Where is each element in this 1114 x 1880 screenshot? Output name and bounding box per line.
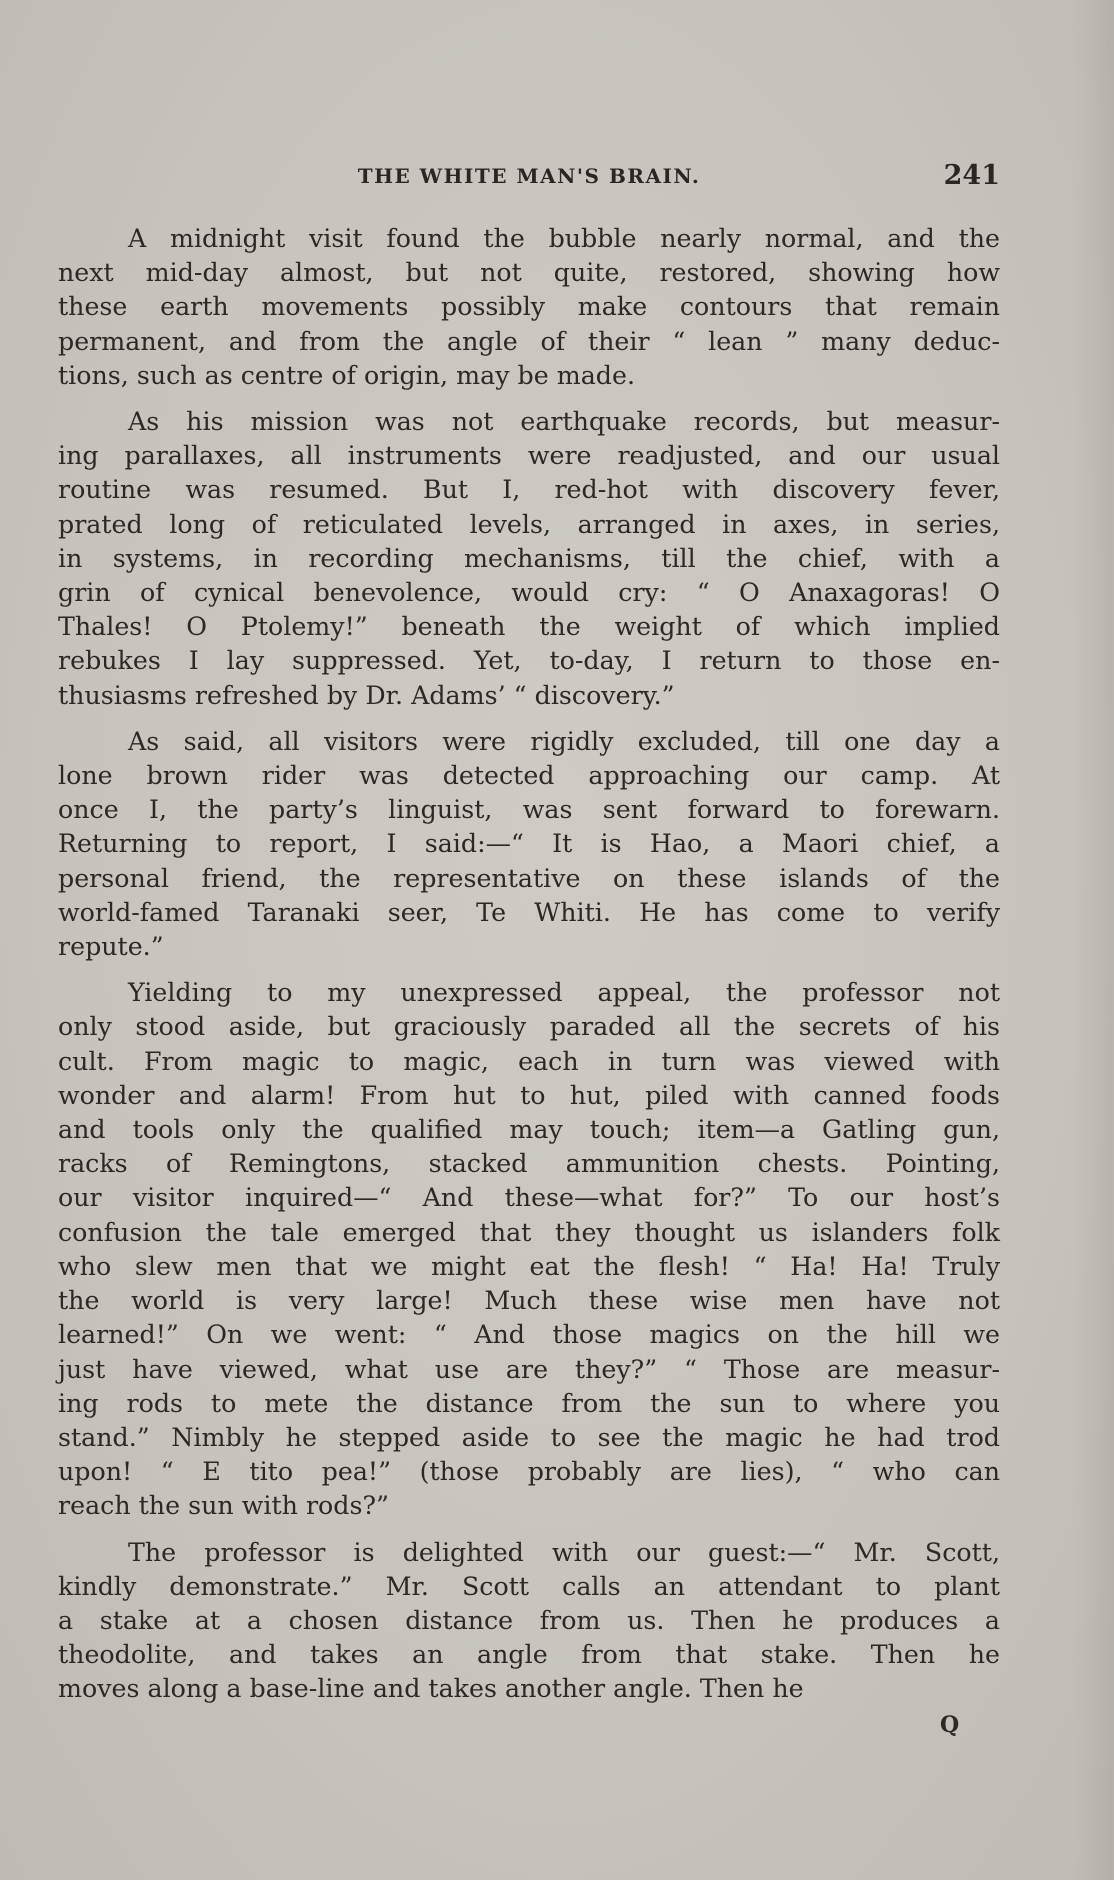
text-line: wonder and alarm! From hut to hut, piled with canned foods [58,1080,1000,1110]
text-line: theodolite, and takes an angle from that stake. Then he [58,1640,1000,1670]
text-line: next mid-day almost, but not quite, restored, showing how [58,258,1000,288]
page-edge-shadow [1074,0,1114,1880]
text-line: and tools only the qualified may touch; item—a Gatling gun, [58,1115,1000,1145]
text-line: these earth movements possibly make contours that remain [58,292,1000,322]
text-line: tions, such as centre of origin, may be made. [58,360,636,390]
body-text [58,222,1000,1719]
text-line: routine was resumed. But I, red-hot with discovery fever, [58,475,1000,505]
text-line: ing parallaxes, all instruments were readjusted, and our usual [58,441,1000,471]
text-line: learned!” On we went: “ And those magics on the hill we [58,1320,1000,1350]
text-line: ing rods to mete the distance from the sun to where you [58,1388,1000,1418]
text-line: lone brown rider was detected approaching our camp. At [58,761,1000,791]
text-line: As said, all visitors were rigidly excluded, till one day a [128,726,1000,756]
text-line: kindly demonstrate.” Mr. Scott calls an attendant to plant [58,1571,1000,1601]
text-line: just have viewed, what use are they?” “ Those are measur- [58,1354,1000,1384]
text-line: Thales! O Ptolemy!” beneath the weight of which implied [58,612,1000,642]
text-line: personal friend, the representative on these islands of the [58,863,1000,893]
paragraph [58,976,1000,1523]
text-line: the world is very large! Much these wise men have not [58,1286,1000,1316]
text-line: world-famed Taranaki seer, Te Whiti. He has come to verify [58,897,1000,927]
paragraph [58,222,1000,393]
text-line: confusion the tale emerged that they thought us islanders folk [58,1217,1000,1247]
text-line: moves along a base-line and takes another angle. Then he [58,1674,804,1704]
text-line: As his mission was not earthquake records, but measur- [128,407,1000,437]
text-line: grin of cynical benevolence, would cry: “ O Anaxagoras! O [58,578,1000,608]
paragraph [58,405,1000,713]
text-line: in systems, in recording mechanisms, till the chief, with a [58,543,1000,573]
text-line: a stake at a chosen distance from us. Then he produces a [58,1605,1000,1635]
running-head-title: THE WHITE MAN'S BRAIN. [357,164,701,188]
text-line: cult. From magic to magic, each in turn was viewed with [58,1046,1000,1076]
text-line: stand.” Nimbly he stepped aside to see the magic he had trod [58,1422,1000,1452]
text-line: rebukes I lay suppressed. Yet, to-day, I return to those en- [58,646,1000,676]
text-line: Returning to report, I said:—“ It is Hao, a Maori chief, a [58,829,1000,859]
text-line: The professor is delighted with our guest:—“ Mr. Scott, [128,1537,1000,1567]
paragraph [58,1536,1000,1707]
text-line: once I, the party’s linguist, was sent forward to forewarn. [58,795,1000,825]
text-line: A midnight visit found the bubble nearly normal, and the [128,224,1000,253]
text-line: who slew men that we might eat the flesh! “ Ha! Ha! Truly [58,1251,1000,1281]
text-line: our visitor inquired—“ And these—what for?” To our host’s [58,1183,1000,1213]
text-line: only stood aside, but graciously paraded all the secrets of his [58,1012,1000,1042]
page-number: 241 [943,160,1000,191]
text-line: racks of Remingtons, stacked ammunition chests. Pointing, [58,1149,1000,1179]
text-line: repute.” [58,932,164,962]
text-line: thusiasms refreshed by Dr. Adams’ “ discovery.” [58,680,675,710]
text-line: permanent, and from the angle of their “ lean ” many deduc- [58,326,1000,356]
signature-mark: Q [940,1712,960,1738]
paragraph [58,725,1000,964]
running-head [58,160,1000,200]
text-line: reach the sun with rods?” [58,1491,389,1521]
text-line: upon! “ E tito pea!” (those probably are lies), “ who can [58,1457,1000,1487]
text-line: prated long of reticulated levels, arranged in axes, in series, [58,509,1000,539]
text-line: Yielding to my unexpressed appeal, the professor not [128,978,1000,1008]
